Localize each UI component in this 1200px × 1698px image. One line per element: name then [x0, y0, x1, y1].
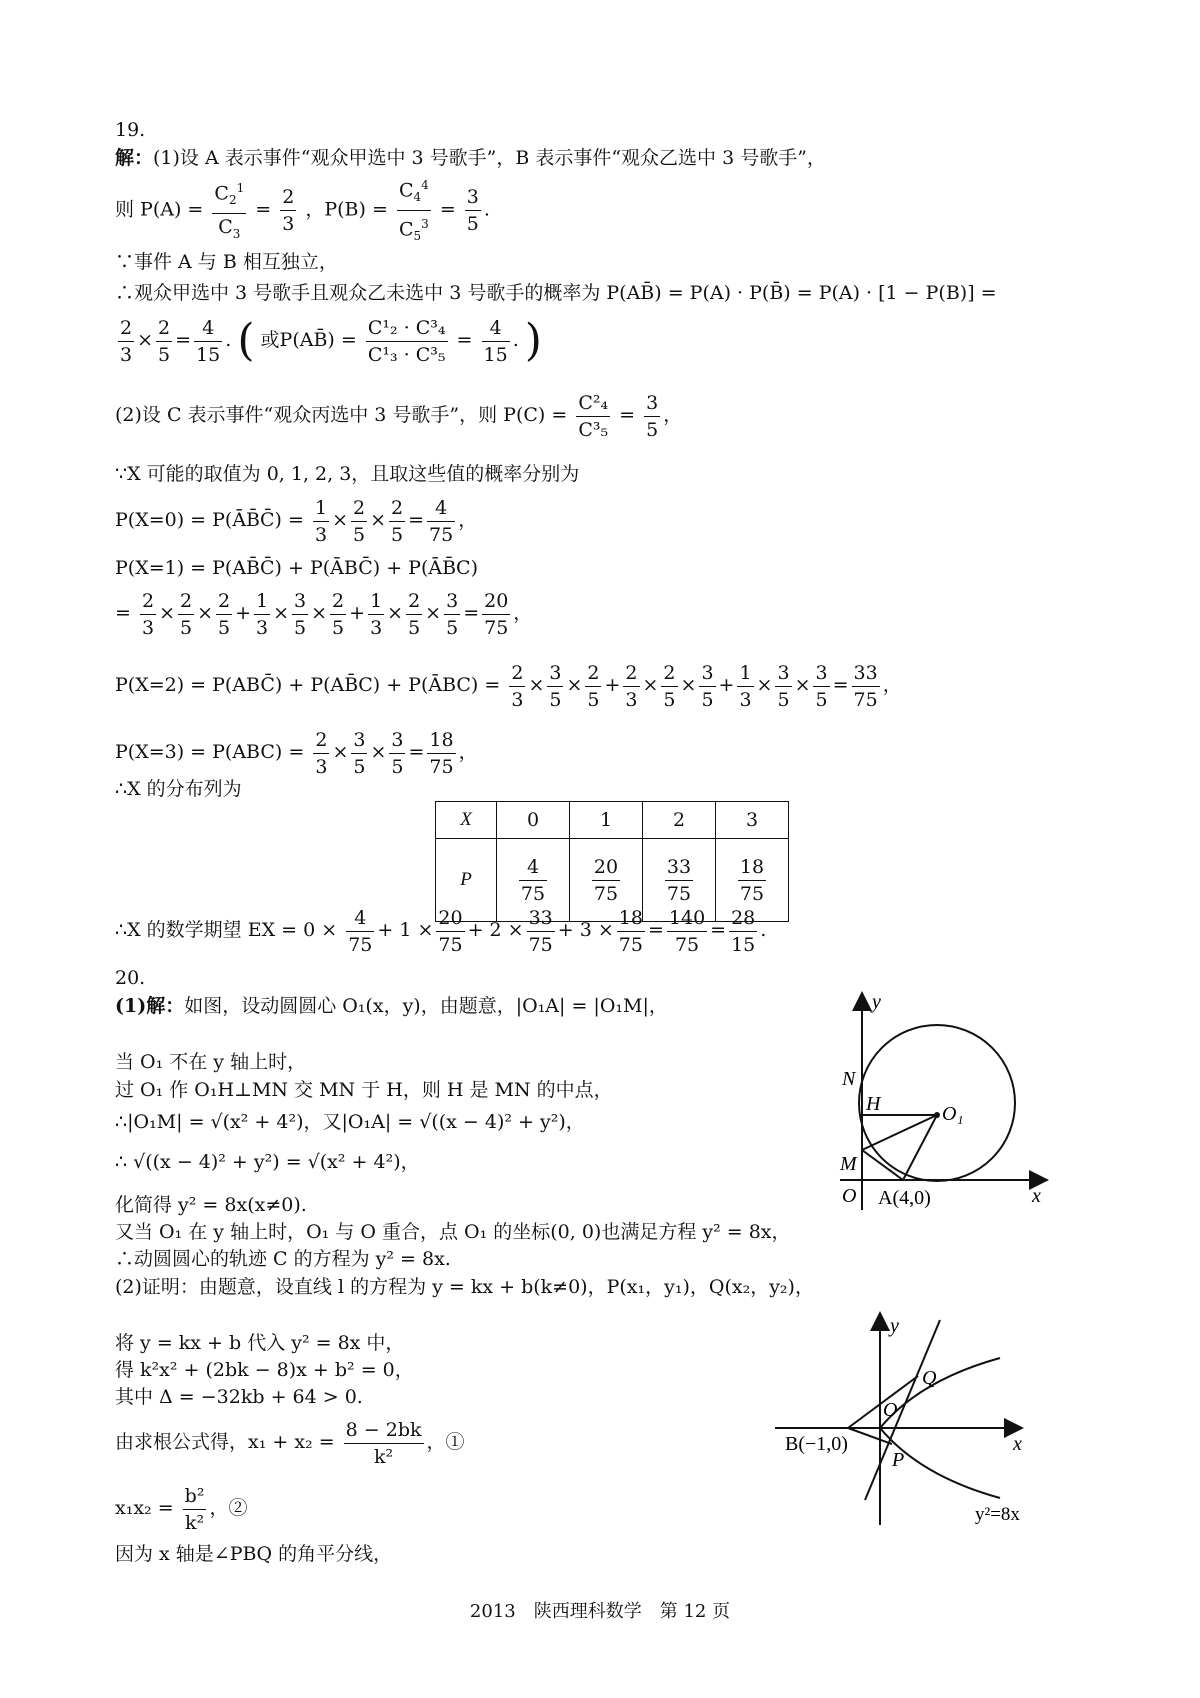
q20-line12: 其中 Δ = −32kb + 64 > 0.	[115, 1386, 363, 1408]
figure-parabola	[770, 1310, 1060, 1530]
q20-line8: ∴动圆圆心的轨迹 C 的方程为 y² = 8x.	[115, 1248, 451, 1270]
q19-prob-calc: $\frac{2}{3}$ × $\frac{2}{5}$ = $\frac{4}{15}$ . ( 或P(AB̄) = $\frac{\text{C¹₂ · C³₄}}{\text{C¹₃ · C³₅}}$ = $\frac{4}{15}$ . )	[120, 315, 542, 366]
solution-label: 解：	[115, 147, 154, 169]
label-O1: O₁	[942, 1103, 964, 1125]
q20-line4: ∴|O₁M| = √(x² + 4²)，又|O₁A| = √((x − 4)² + y²)，	[115, 1111, 585, 1133]
line-l	[865, 1320, 940, 1500]
q20-line3: 过 O₁ 作 O₁H⊥MN 交 MN 于 H，则 H 是 MN 的中点，	[115, 1079, 613, 1101]
q19-values-sentence: ∵X 可能的取值为 0, 1, 2, 3，且取这些值的概率分别为	[115, 463, 580, 485]
table-cell: $\frac{20}{75}$	[570, 839, 643, 922]
figure-circle	[800, 990, 1050, 1220]
q19-dist-caption: ∴X 的分布列为	[115, 778, 242, 800]
label-A: A(4,0)	[878, 1187, 931, 1209]
pb-comb-fraction: $\frac{C_4^4}{C_5^3}$	[397, 172, 431, 249]
label-x: x	[1013, 1433, 1022, 1455]
q19-px0: P(X=0) = P(ĀB̄C̄) = $\frac{1}{3}$ × $\frac{2}{5}$ × $\frac{2}{5}$ = $\frac{4}{75}$ ，	[115, 496, 478, 546]
pc-value: $\frac{3}{5}$	[646, 391, 659, 441]
q20-line10: 将 y = kx + b 代入 y² = 8x 中，	[115, 1332, 405, 1354]
segment-BP	[848, 1428, 892, 1444]
q20-line13: 由求根公式得，x₁ + x₂ = $\frac{8 - 2bk}{\text{k²}}$ ，①	[115, 1418, 465, 1468]
q20-line15: 因为 x 轴是∠PBQ 的角平分线，	[115, 1543, 393, 1565]
prob-alt-fraction: $\frac{\text{C¹₂ · C³₄}}{\text{C¹₃ · C³₅}}$	[367, 316, 446, 366]
label-O: O	[883, 1399, 898, 1421]
q19-px3: P(X=3) = P(ABC) = $\frac{2}{3}$ × $\frac{3}{5}$ × $\frac{3}{5}$ = $\frac{18}{75}$ ，	[115, 728, 478, 778]
table-header-cell: 3	[716, 802, 789, 839]
q20-line5: ∴ √((x − 4)² + y²) = √(x² + 4²)，	[115, 1151, 420, 1173]
sum-roots-fraction: $\frac{8 - 2bk}{\text{k²}}$	[345, 1418, 422, 1468]
q19-expectation: ∴X 的数学期望 EX = 0 × $\frac{4}{75}$ + 1 × $\frac{20}{75}$ + 2 × $\frac{33}{75}$ + 3 × $\frac{18}{75}$ = $\frac{140}{75}$ = $\frac{28}{15}$ .	[115, 906, 767, 956]
table-header-cell: X	[436, 802, 497, 839]
q19-px1-prefix: P(X=1) = P(AB̄C̄) + P(ĀBC̄) + P(ĀB̄C)	[115, 557, 478, 579]
q19-intro-text: (1)设 A 表示事件“观众甲选中 3 号歌手”，B 表示事件“观众乙选中 3 号歌手”，	[153, 147, 826, 169]
q19-intro	[115, 146, 826, 170]
label-B: B(−1,0)	[785, 1433, 848, 1455]
moving-circle	[859, 1025, 1015, 1181]
center-point	[934, 1112, 940, 1118]
product-roots-fraction: $\frac{\text{b²}}{\text{k²}}$	[184, 1484, 205, 1534]
table-header-cell: 1	[570, 802, 643, 839]
q20-line2: 当 O₁ 不在 y 轴上时，	[115, 1051, 307, 1073]
label-O: O	[842, 1185, 857, 1207]
table-header-cell: 0	[497, 802, 570, 839]
q19-part2: (2)设 C 表示事件“观众丙选中 3 号歌手”，则 P(C) = $\frac{\text{C²₄}}{\text{C³₅}}$ = $\frac{3}{5}$ ，	[115, 391, 683, 441]
label-H: H	[866, 1093, 881, 1115]
segment-MA	[862, 1150, 903, 1180]
q20-part1: (1)解：如图，设动圆圆心 O₁(x，y)，由题意，|O₁A| = |O₁M|，	[115, 995, 668, 1017]
label-N: N	[842, 1068, 856, 1090]
q20-line9: (2)证明：由题意，设直线 l 的方程为 y = kx + b(k≠0)，P(x₁，y₁)，Q(x₂，y₂)，	[115, 1276, 814, 1298]
pb-value: $\frac{3}{5}$	[466, 186, 479, 236]
q20-line11: 得 k²x² + (2bk − 8)x + b² = 0，	[115, 1359, 414, 1381]
q19-px2: P(X=2) = P(ABC̄) + P(AB̄C) + P(ĀBC) = $\frac{2}{3}$ × $\frac{3}{5}$ × $\frac{2}{5}$ + $\frac{2}{3}$ × $\frac{2}{5}$ × $\frac{3}{5}$ + $\frac{1}{3}$ × $\frac{3}{5}$ × $\frac{3}{5}$ = $\frac{33}{75}$ ，	[115, 661, 902, 711]
pa-value: $\frac{2}{3}$	[282, 186, 295, 236]
label-P: P	[892, 1449, 905, 1471]
table-row-label: P	[436, 839, 497, 922]
pa-comb-num: C	[214, 181, 229, 204]
q19-pa-line: 则 P(A) = $\frac{C_2^1}{C_3}$ = $\frac{2}{3}$ ，P(B) = $\frac{C_4^4}{C_5^3}$ = $\frac{3}{5}$ .	[115, 172, 490, 249]
pa-comb-den: C	[218, 215, 233, 238]
label-Q: Q	[922, 1367, 937, 1389]
q19-prob-sentence: ∴观众甲选中 3 号歌手且观众乙未选中 3 号歌手的概率为 P(AB̄) = P(A) · P(B̄) = P(A) · [1 − P(B)] =	[115, 282, 997, 304]
q20-line6: 化简得 y² = 8x(x≠0).	[115, 1194, 307, 1216]
q20-number: 20.	[115, 967, 146, 989]
pb-prefix: ，P(B) =	[305, 198, 388, 221]
prob-alt-prefix: 或P(AB̄) =	[260, 329, 357, 351]
q20-line7: 又当 O₁ 在 y 轴上时，O₁ 与 O 重合，点 O₁ 的坐标(0, 0)也满足方程 y² = 8x，	[115, 1221, 791, 1243]
label-M: M	[840, 1153, 857, 1175]
page-footer: 2013 陕西理科数学 第 12 页	[469, 1601, 731, 1622]
label-y: y	[890, 1315, 899, 1337]
table-cell: $\frac{18}{75}$	[716, 839, 789, 922]
segment-MO1	[862, 1115, 937, 1150]
q19-independent: ∵事件 A 与 B 相互独立，	[115, 251, 338, 273]
label-x: x	[1032, 1185, 1041, 1207]
table-cell: $\frac{4}{75}$	[497, 839, 570, 922]
q19-px1-calc: = $\frac{2}{3}$ × $\frac{2}{5}$ × $\frac{2}{5}$ + $\frac{1}{3}$ × $\frac{3}{5}$ × $\frac{2}{5}$ + $\frac{1}{3}$ × $\frac{2}{5}$ × $\frac{3}{5}$ = $\frac{20}{75}$ ，	[115, 589, 533, 639]
table-header-cell: 2	[643, 802, 716, 839]
q19-number: 19.	[115, 119, 146, 141]
label-y: y	[872, 991, 881, 1013]
q20-line14: x₁x₂ = $\frac{\text{b²}}{\text{k²}}$ ，②	[115, 1484, 248, 1534]
table-cell: $\frac{33}{75}$	[643, 839, 716, 922]
label-curve: y²=8x	[975, 1504, 1020, 1525]
pa-comb-fraction: $\frac{C_2^1}{C_3}$	[212, 175, 246, 247]
pa-prefix: 则 P(A) =	[115, 198, 204, 221]
pc-comb-fraction: $\frac{\text{C²₄}}{\text{C³₅}}$	[578, 391, 609, 441]
segment-O1A	[903, 1115, 937, 1180]
